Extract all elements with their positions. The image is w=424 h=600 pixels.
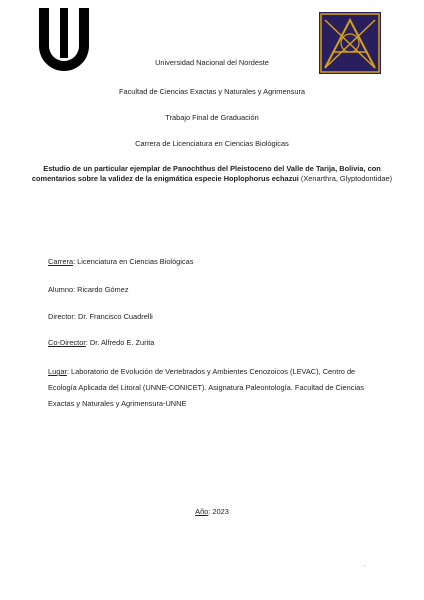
field-director bbox=[48, 312, 384, 322]
university-name: Universidad Nacional del Nordeste bbox=[155, 58, 269, 67]
page-marker: . bbox=[364, 562, 366, 568]
thesis-title-main: Estudio de un particular ejemplar de Panochthus del Pleistoceno del Valle de Tarija, Bolivia, con comentarios sobre la validez de la enigmática especie Hoplophorus echazui bbox=[31, 164, 381, 183]
field-lugar-value: : Laboratorio de Evolución de Vertebrados y Ambientes Cenozoicos (LEVAC), Centro de Ecología Aplicada del Litoral (UNNE-CONICET). Asignatura Paleontología. Facultad de Ciencias Exactas y Naturales y Agrimensura-UNNE bbox=[48, 367, 364, 408]
field-alumno-value: : Ricardo Gómez bbox=[73, 285, 129, 294]
faculty-name: Facultad de Ciencias Exactas y Naturales y Agrimensura bbox=[118, 87, 306, 96]
thesis-title-suffix: (Xenarthra, Glyptodontidae) bbox=[298, 174, 393, 183]
field-director-label: Director bbox=[48, 312, 74, 321]
work-type: Trabajo Final de Graduación bbox=[165, 113, 259, 122]
field-alumno bbox=[48, 285, 384, 295]
field-codirector-label: Co-Director bbox=[48, 338, 86, 347]
career-line: Carrera de Licenciatura en Ciencias Biológicas bbox=[135, 139, 289, 148]
field-alumno-label: Alumno bbox=[48, 285, 74, 294]
field-lugar bbox=[48, 364, 384, 412]
unne-logo-icon bbox=[35, 8, 93, 80]
year-label: Año bbox=[195, 507, 209, 516]
field-codirector bbox=[48, 338, 384, 348]
field-codirector-value: : Dr. Alfredo E. Zurita bbox=[85, 338, 155, 347]
field-carrera-label: Carrera bbox=[48, 257, 74, 266]
year-value: : 2023 bbox=[208, 507, 229, 516]
thesis-title bbox=[30, 164, 394, 184]
year-line bbox=[30, 507, 394, 517]
field-lugar-label: Lugar bbox=[48, 367, 67, 376]
field-director-value: : Dr. Francisco Cuadrelli bbox=[73, 312, 153, 321]
field-carrera bbox=[48, 257, 384, 267]
field-carrera-value: : Licenciatura en Ciencias Biológicas bbox=[73, 257, 194, 266]
